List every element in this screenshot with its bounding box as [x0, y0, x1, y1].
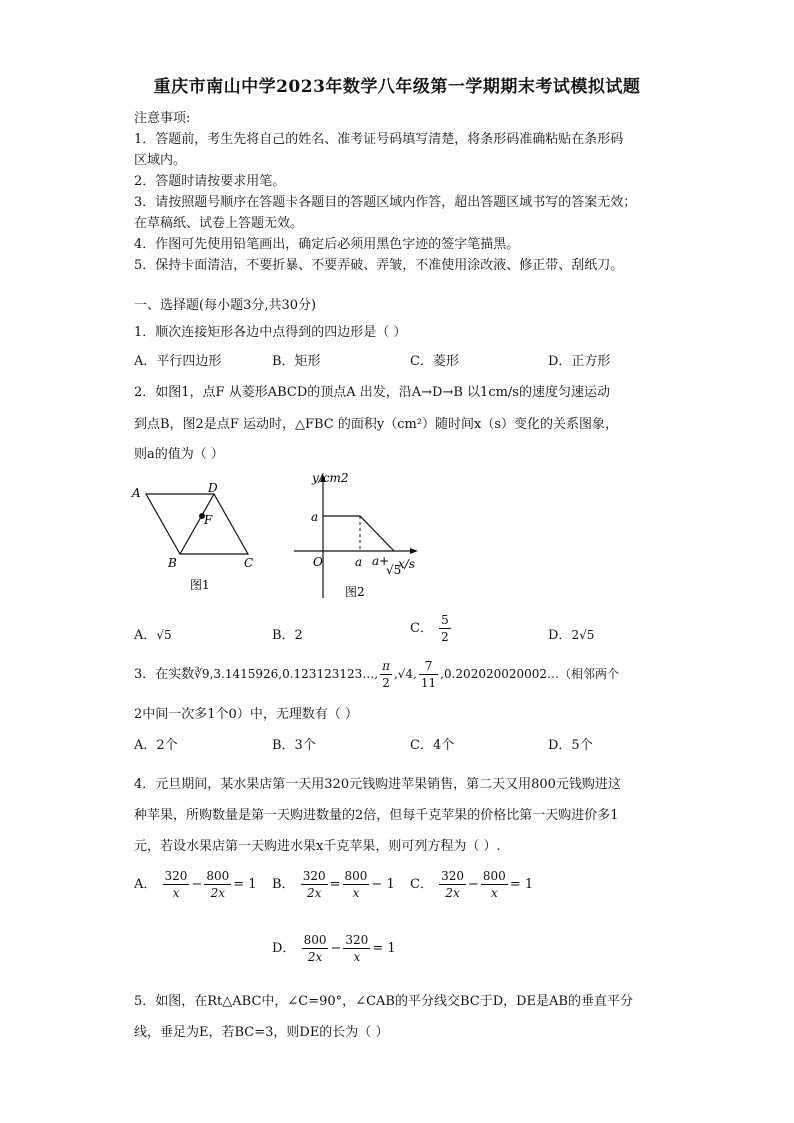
fraction-denominator: 2x	[445, 886, 460, 900]
fraction-numerator: 800	[344, 869, 368, 883]
q3-series-1: ,3.1415926,0.123123123…,	[209, 667, 379, 681]
y-axis-label: y/cm2	[312, 471, 349, 485]
figure-2-graph	[290, 470, 430, 605]
fraction-denominator: 2x	[306, 886, 322, 900]
fraction-numerator: 7	[419, 658, 438, 675]
q5-line: 5．如图，在Rt△ABC中，∠C=90°，∠CAB的平分线交BC于D，DE是AB的垂直平分	[134, 994, 633, 1009]
note-line: 1．答题前，考生先将自己的姓名、准考证号码填写清楚，将条形码准确粘贴在条形码	[134, 132, 624, 147]
note-line: 区域内。	[134, 153, 187, 168]
section-heading: 一、选择题(每小题3分,共30分)	[134, 298, 317, 313]
q4-line: 种苹果，所购数量是第一天购进数量的2倍，但每千克苹果的价格比第一天购进价多1	[134, 808, 619, 823]
q5-line: 线，垂足为E，若BC=3，则DE的长为（ ）	[134, 1025, 389, 1040]
option-label: D．	[272, 941, 296, 956]
q2-line: 到点B，图2是点F 运动时，△FBC 的面积y（cm²）随时间x（s）变化的关系图象，	[134, 417, 619, 432]
fraction-numerator: 800	[206, 869, 230, 883]
fraction-denominator: x	[353, 950, 361, 964]
page-title: 重庆市南山中学2023年数学八年级第一学期期末考试模拟试题	[153, 77, 641, 97]
rhs: − 1	[371, 877, 395, 892]
q3-option-b[interactable]: B．3个	[272, 738, 316, 753]
option-label: A．	[134, 628, 157, 643]
a-plus-label: a+	[372, 554, 390, 568]
q4-option-d[interactable]	[272, 932, 396, 965]
fraction-numerator: 320	[164, 869, 188, 883]
q2-option-c[interactable]	[410, 612, 453, 645]
figure-2-caption: 图2	[345, 585, 365, 599]
option-value: 2√5	[571, 628, 595, 642]
a-x-label: a	[355, 555, 363, 569]
label-c: C	[244, 556, 254, 570]
fraction-denominator: 11	[420, 676, 437, 690]
fraction-denominator: 2	[441, 630, 449, 644]
q3-line-2: 2中间一次多1个0）中，无理数有（ ）	[134, 707, 358, 722]
fraction-numerator: 320	[302, 869, 326, 883]
x-axis-label: x/s	[398, 557, 415, 571]
q2-line: 则a的值为（ ）	[134, 447, 224, 462]
note-line: 5．保持卡面清洁，不要折暴、不要弄破、弄皱，不准使用涂改液、修正带、刮纸刀。	[134, 258, 624, 273]
sqrt5-label: √5	[386, 563, 402, 577]
fraction-denominator: 2x	[307, 950, 323, 964]
fraction-numerator: 320	[345, 933, 369, 947]
label-a: A	[132, 486, 141, 500]
q2-option-d[interactable]	[548, 624, 594, 643]
fraction-denominator: 2x	[210, 886, 225, 900]
fraction-denominator: x	[352, 886, 360, 900]
pi-numerator: π	[382, 659, 390, 673]
label-f: F	[204, 513, 213, 527]
q2-option-a[interactable]	[134, 624, 172, 643]
note-line: 3．请按照题号顺序在答题卡各题目的答题区域内作答，超出答题区域书写的答案无效；	[134, 195, 637, 210]
q4-option-c[interactable]	[410, 868, 533, 901]
option-label: C．	[410, 877, 433, 892]
rhs: = 1	[509, 877, 534, 892]
label-b: B	[168, 556, 177, 570]
fraction-numerator: 5	[441, 613, 449, 627]
fraction-numerator: 800	[303, 933, 327, 947]
a-y-label: a	[311, 510, 319, 524]
q1-stem: 1．顺次连接矩形各边中点得到的四边形是（ ）	[134, 325, 407, 340]
note-line: 4．作图可先使用铅笔画出，确定后必须用黑色字迹的签字笔描黑。	[134, 237, 520, 252]
q1-option-d[interactable]: D．正方形	[548, 354, 611, 369]
q3-option-d[interactable]: D．5个	[548, 738, 593, 753]
rhs: = 1	[372, 941, 396, 956]
figure-1-caption: 图1	[190, 578, 210, 592]
area-curve	[323, 516, 394, 551]
q3-series-2: ,0.202020020002…（相邻两个	[440, 667, 620, 681]
q4-option-a[interactable]	[134, 868, 257, 901]
fraction-denominator: x	[172, 886, 180, 900]
q3-option-a[interactable]: A．2个	[134, 738, 178, 753]
q3-prefix: 3．在实数	[134, 667, 195, 682]
pi-denominator: 2	[382, 676, 390, 690]
note-line: 在草稿纸、试卷上答题无效。	[134, 216, 304, 231]
q1-option-c[interactable]: C．菱形	[410, 354, 459, 369]
operator: −	[191, 877, 203, 892]
label-d: D	[208, 481, 218, 495]
q4-line: 元，若设水果店第一天购进水果x千克苹果，则可列方程为（ ）.	[134, 839, 501, 854]
fraction-numerator: 800	[482, 869, 506, 883]
figure-1-rhombus	[128, 478, 268, 598]
option-value: √5	[156, 628, 172, 642]
q3-option-c[interactable]: C．4个	[410, 738, 455, 753]
option-label: C．	[410, 621, 433, 636]
notes-heading: 注意事项:	[134, 111, 191, 126]
q2-line: 2．如图1，点F 从菱形ABCD的顶点A 出发，沿A→D→B 以1cm/s的速度匀速运动	[134, 385, 610, 400]
q2-option-b[interactable]: B．2	[272, 628, 303, 643]
q1-option-b[interactable]: B．矩形	[272, 354, 321, 369]
q4-line: 4．元旦期间，某水果店第一天用320元钱购进苹果销售，第二天又用800元钱购进这	[134, 777, 621, 792]
operator: −	[330, 941, 342, 956]
origin-label: O	[313, 555, 323, 569]
q1-option-a[interactable]: A．平行四边形	[134, 354, 222, 369]
option-label: A．	[134, 877, 157, 892]
q4-option-b[interactable]	[272, 868, 395, 901]
option-label: B．	[272, 877, 295, 892]
q3-line-1	[134, 658, 619, 691]
operator: −	[468, 877, 479, 892]
sqrt-4: ,√4,	[393, 667, 417, 681]
cbrt-9: ∛9	[194, 667, 210, 681]
option-label: D．	[548, 628, 572, 643]
note-line: 2．答题时请按要求用笔。	[134, 174, 286, 189]
fraction-numerator: 320	[441, 869, 464, 883]
fraction-denominator: x	[490, 886, 498, 900]
operator: =	[329, 877, 341, 892]
rhs: = 1	[233, 877, 257, 892]
